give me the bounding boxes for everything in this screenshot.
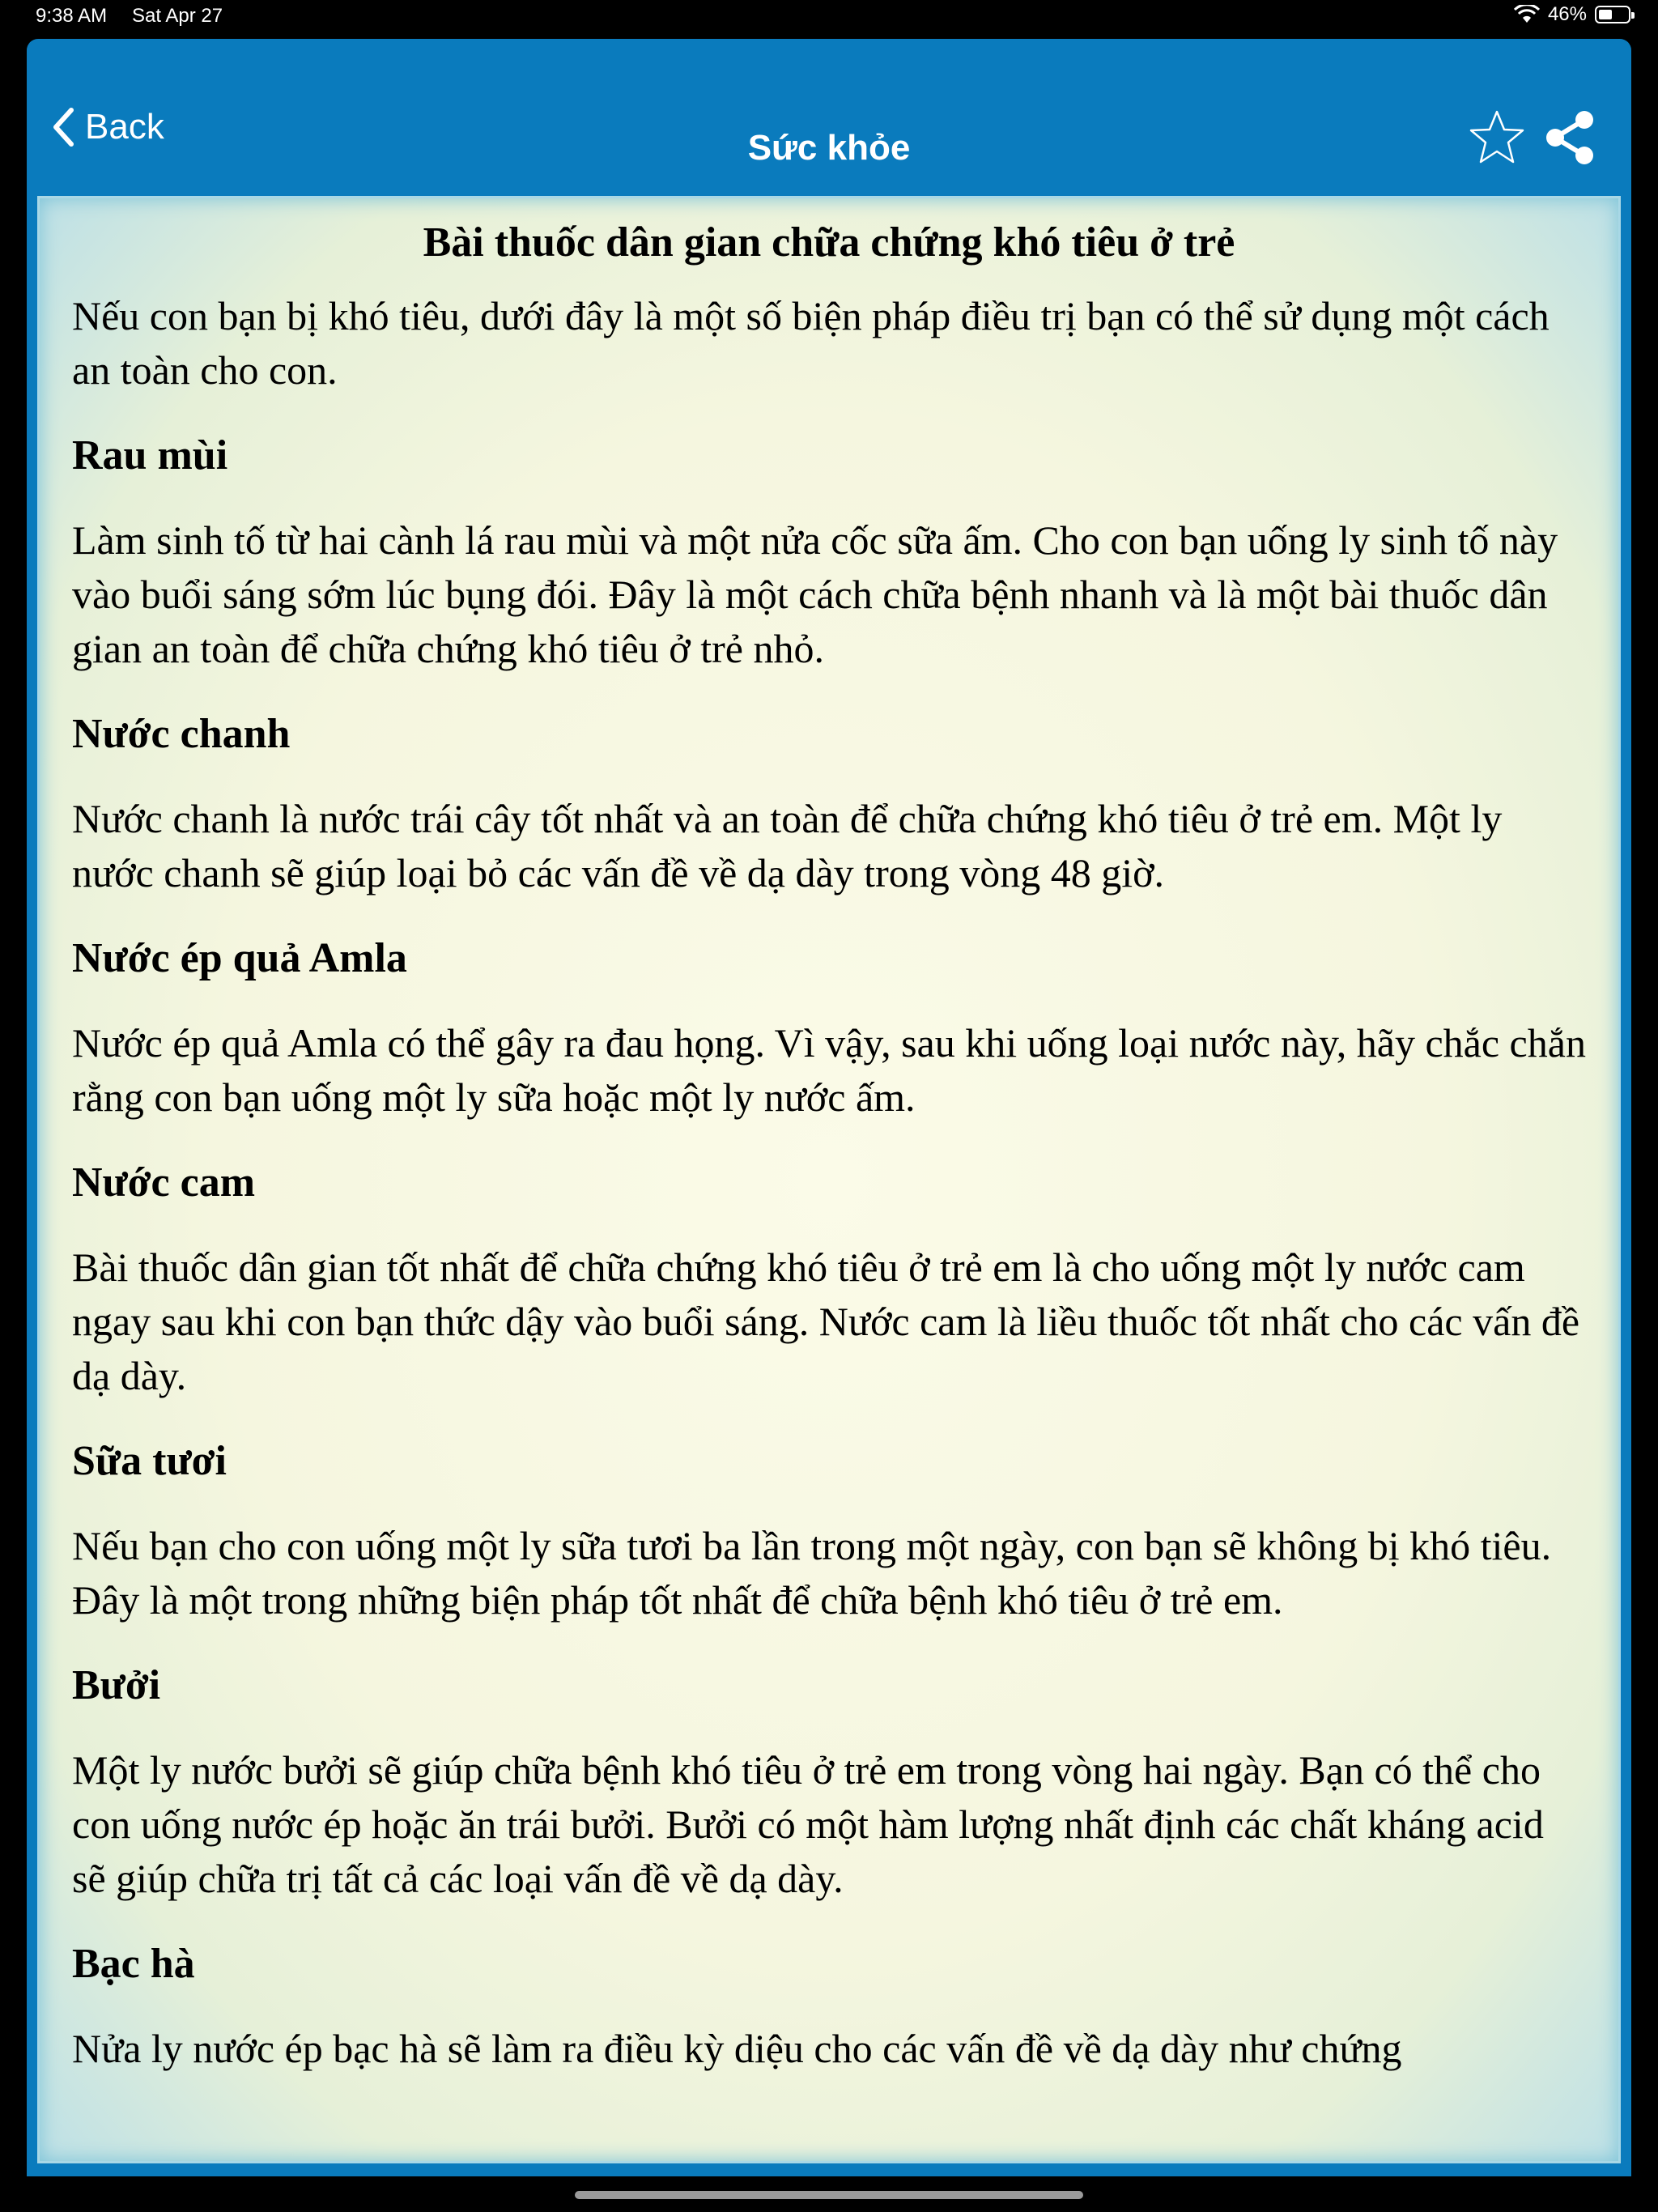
share-icon[interactable] — [1541, 108, 1599, 167]
section-heading: Nước ép quả Amla — [72, 935, 407, 981]
navigation-bar — [27, 39, 1631, 194]
status-date: Sat Apr 27 — [132, 5, 223, 27]
battery-icon — [1595, 6, 1630, 23]
app-window — [27, 39, 1631, 2176]
section-body: Một ly nước bưởi sẽ giúp chữa bệnh khó tiêu ở trẻ em trong vòng hai ngày. Bạn có thể cho con uống nước ép hoặc ăn trái bưởi. Bưởi có một hàm lượng nhất định các chất kháng acid sẽ giúp chữa trị tất cả các loại vấn đề về dạ dày. — [72, 1747, 1544, 1901]
article-content-panel[interactable] — [37, 196, 1621, 2163]
page-title: Sức khỏe — [747, 128, 911, 168]
section-heading: Nước chanh — [72, 711, 291, 757]
article-sections — [72, 428, 1586, 2076]
section-body: Nước chanh là nước trái cây tốt nhất và an toàn để chữa chứng khó tiêu ở trẻ em. Một ly nước chanh sẽ giúp loại bỏ các vấn đề về dạ dày trong vòng 48 giờ. — [72, 796, 1503, 895]
section-body: Nước ép quả Amla có thể gây ra đau họng. Vì vậy, sau khi uống loại nước này, hãy chắc chắn rằng con bạn uống một ly sữa hoặc một ly nước ấm. — [72, 1020, 1586, 1120]
section-body: Làm sinh tố từ hai cành lá rau mùi và một nửa cốc sữa ấm. Cho con bạn uống ly sinh tố này vào buổi sáng sớm lúc bụng đói. Đây là một cách chữa bệnh nhanh và là một bài thuốc dân gian an toàn để chữa chứng khó tiêu ở trẻ nhỏ. — [72, 517, 1558, 671]
section-heading: Rau mùi — [72, 432, 228, 479]
section-heading: Sữa tươi — [72, 1438, 227, 1484]
section-body: Nửa ly nước ép bạc hà sẽ làm ra điều kỳ diệu cho các vấn đề về dạ dày như chứng — [72, 2026, 1402, 2071]
home-indicator[interactable] — [575, 2191, 1083, 2199]
wifi-icon — [1514, 5, 1540, 24]
status-time: 9:38 AM — [36, 5, 108, 27]
section-body: Nếu bạn cho con uống một ly sữa tươi ba lần trong một ngày, con bạn sẽ không bị khó tiêu. Đây là một trong những biện pháp tốt nhất để chữa bệnh khó tiêu ở trẻ em. — [72, 1523, 1552, 1623]
status-indicators — [1514, 3, 1630, 26]
article-intro: Nếu con bạn bị khó tiêu, dưới đây là một số biện pháp điều trị bạn có thể sử dụng một cách an toàn cho con. — [72, 293, 1550, 393]
battery-percent: 46% — [1547, 3, 1587, 25]
article-title: Bài thuốc dân gian chữa chứng khó tiêu ở trẻ — [423, 219, 1235, 266]
star-outline-icon[interactable] — [1468, 108, 1526, 167]
section-body: Bài thuốc dân gian tốt nhất để chữa chứng khó tiêu ở trẻ em là cho uống một ly nước cam ngay sau khi con bạn thức dậy vào buổi sáng. Nước cam là liều thuốc tốt nhất cho các vấn đề dạ dày. — [72, 1244, 1580, 1398]
back-label: Back — [85, 107, 164, 147]
section-heading: Bạc hà — [72, 1941, 195, 1987]
section-heading: Bưởi — [72, 1662, 161, 1708]
article — [40, 198, 1618, 2076]
battery-level-fill — [1599, 10, 1612, 19]
status-bar — [0, 0, 1658, 36]
section-heading: Nước cam — [72, 1159, 256, 1206]
